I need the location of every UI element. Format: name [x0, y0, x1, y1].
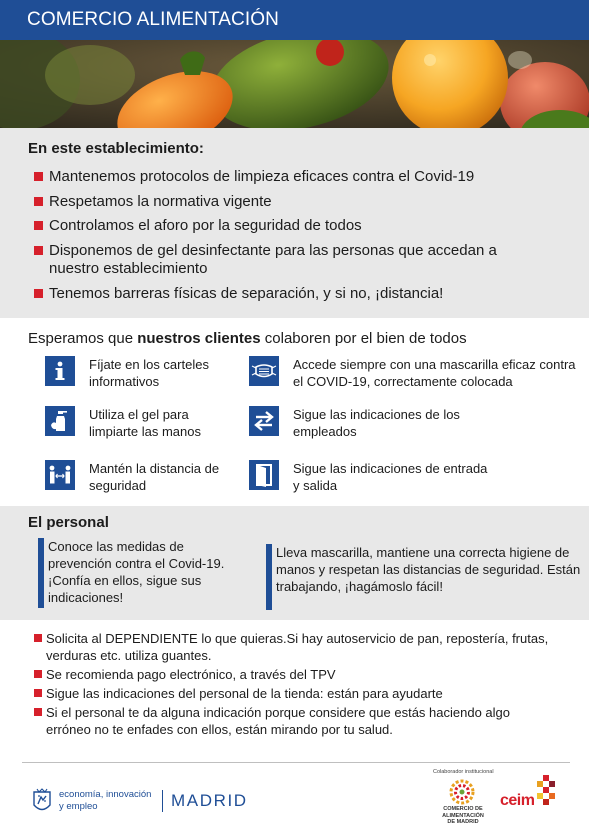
arrows-icon — [249, 406, 279, 436]
list-item: Solicita al DEPENDIENTE lo que quieras.Si hay autoservicio de pan, repostería, frutas, verduras etc. utiliza guantes. — [34, 630, 574, 664]
list-item: Controlamos el aforo por la seguridad de todos — [34, 217, 574, 236]
madrid-logo-text: MADRID — [171, 791, 248, 810]
hand-gel-icon — [45, 406, 75, 436]
bullet-square-icon — [34, 246, 43, 255]
list-item: Respetamos la normativa vigente — [34, 193, 574, 212]
establishment-section — [0, 128, 589, 318]
staff-section — [0, 506, 589, 620]
staff-box-right: Lleva mascarilla, mantiene una correcta higiene de manos y respetan las distancias de seguridad. Están trabajando, ¡hagámoslo fácil! — [266, 544, 582, 610]
list-item: Sigue las indicaciones del personal de la tienda: están para ayudarte — [34, 685, 574, 702]
bullet-square-icon — [34, 197, 43, 206]
bullet-square-icon — [34, 634, 42, 642]
comercio-logo-icon — [447, 778, 477, 806]
ceim-logo-text: ceim — [500, 792, 535, 809]
accent-bar — [266, 544, 272, 610]
mask-icon — [249, 356, 279, 386]
info-icon — [45, 356, 75, 386]
list-item: Disponemos de gel desinfectante para las personas que accedan a nuestro establecimiento — [34, 242, 514, 279]
list-item: Se recomienda pago electrónico, a través del TPV — [34, 666, 574, 683]
staff-box-left: Conoce las medidas de prevención contra el Covid-19. ¡Confía en ellos, sigue sus indicaciones! — [38, 538, 248, 608]
footer-separator — [162, 790, 163, 812]
tile-info: Fíjate en los carteles informativos — [45, 356, 335, 392]
establishment-heading: En este establecimiento: — [28, 140, 204, 157]
bullet-square-icon — [34, 708, 42, 716]
fruit-photo — [0, 40, 589, 128]
ceim-logo-icon — [535, 775, 559, 809]
distance-icon — [45, 460, 75, 490]
tips-section — [0, 620, 589, 760]
bullet-square-icon — [34, 670, 42, 678]
area-label: economía, innovación y empleo — [59, 789, 152, 812]
tile-gel: Utiliza el gel para limpiarte las manos — [45, 406, 335, 442]
bullet-square-icon — [34, 221, 43, 230]
tile-mask: Accede siempre con una mascarilla eficaz contra el COVID-19, correctamente colocada — [249, 356, 539, 392]
bullet-square-icon — [34, 689, 42, 697]
clients-section — [0, 318, 589, 506]
list-item: Tenemos barreras físicas de separación, y si no, ¡distancia! — [34, 285, 574, 304]
tile-arrows: Sigue las indicaciones de los empleados — [249, 406, 539, 442]
footer — [0, 763, 589, 835]
list-item: Mantenemos protocolos de limpieza eficaces contra el Covid-19 — [34, 168, 574, 187]
staff-heading: El personal — [28, 514, 109, 531]
clients-lead: Esperamos que nuestros clientes colaboren por el bien de todos — [28, 330, 467, 347]
list-item: Si el personal te da alguna indicación porque considere que estás haciendo algo erróneo no te enfades con ellos, están mirando por tu salud. — [34, 704, 534, 738]
tile-door: Sigue las indicaciones de entrada y salida — [249, 460, 539, 496]
comercio-logo-text: COMERCIO DE ALIMENTACIÓN DE MADRID — [442, 806, 484, 825]
tips-list — [34, 630, 574, 740]
bullet-square-icon — [34, 172, 43, 181]
bullet-square-icon — [34, 289, 43, 298]
accent-bar — [38, 538, 44, 608]
establishment-list — [34, 168, 574, 309]
poster-title: COMERCIO ALIMENTACIÓN — [0, 0, 589, 40]
collaborator-label: Colaborador institucional — [433, 769, 494, 775]
tile-distance: Mantén la distancia de seguridad — [45, 460, 335, 496]
door-icon — [249, 460, 279, 490]
madrid-crest-icon — [33, 788, 51, 814]
fruit-illustration — [0, 40, 589, 128]
